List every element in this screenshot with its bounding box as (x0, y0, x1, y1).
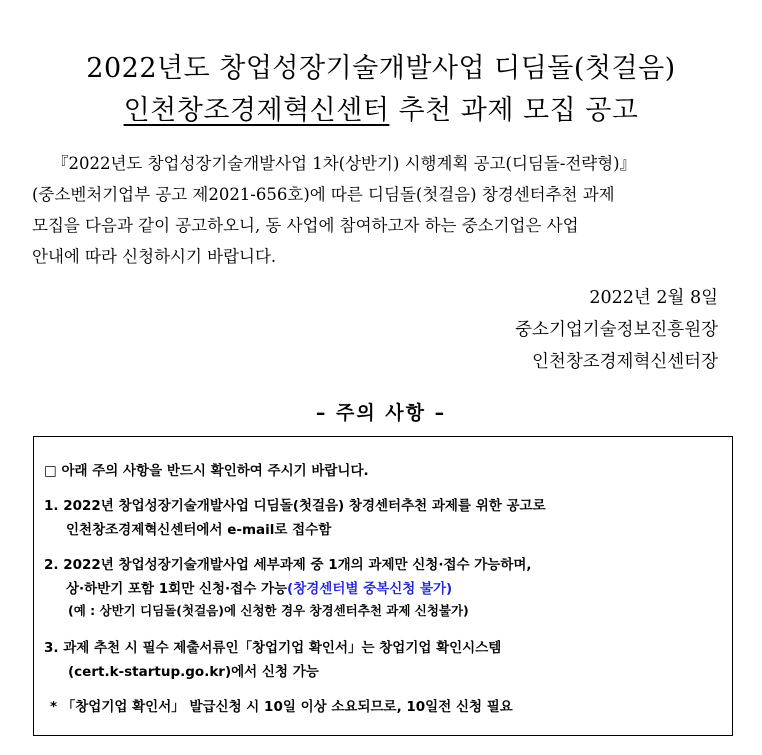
notice-header: □ 아래 주의 사항을 반드시 확인하여 주시기 바랍니다. (44, 463, 369, 479)
announcement-date: 2022년 2월 8일 (589, 288, 718, 308)
intro-line-3: 모집을 다음과 같이 공고하오니, 동 사업에 참여하고자 하는 중소기업은 사업 (32, 216, 579, 235)
issuer-1: 중소기업기술정보진흥원장 (515, 320, 718, 340)
page-subtitle (0, 88, 762, 127)
notice-item-2-text: 상·하반기 포함 1회만 신청·접수 가능 (66, 581, 288, 597)
page-title: 2022년도 창업성장기술개발사업 디딤돌(첫걸음) (86, 53, 676, 84)
notice-box (33, 436, 733, 736)
notice-heading: – 주의 사항 – (315, 402, 447, 424)
subtitle-rest: 추천 과제 모집 공고 (389, 95, 639, 126)
notice-item-1-line-2: 인천창조경제혁신센터에서 e-mail로 접수함 (66, 522, 332, 538)
center-name-underlined: 인천창조경제혁신센터 (123, 95, 390, 126)
duplicate-warning: (창경센터별 중복신청 불가) (287, 581, 453, 597)
notice-item-2-line-2 (66, 577, 452, 597)
notice-item-2-example: (예 : 상반기 디딤돌(첫걸음)에 신청한 경우 창경센터추천 과제 신청불가) (68, 603, 469, 618)
intro-line-4: 안내에 따라 신청하시기 바랍니다. (32, 247, 277, 266)
notice-item-3-line-2: (cert.k-startup.go.kr)에서 신청 가능 (68, 664, 319, 680)
issuer-2: 인천창조경제혁신센터장 (532, 352, 718, 372)
signoff-block (515, 282, 718, 378)
notice-footnote: * 「창업기업 확인서」 발급신청 시 10일 이상 소요되므로, 10일전 신청 필요 (50, 699, 513, 715)
notice-item-3-line-1: 3. 과제 추천 시 필수 제출서류인「창업기업 확인서」는 창업기업 확인시스템 (44, 640, 502, 656)
intro-line-2: (중소벤처기업부 공고 제2021-656호)에 따른 디딤돌(첫걸음) 창경센터추천 과제 (32, 185, 615, 204)
intro-line-1: 『2022년도 창업성장기술개발사업 1차(상반기) 시행계획 공고(디딤돌-전략형)』 (52, 154, 637, 173)
intro-paragraph (32, 148, 732, 272)
notice-item-1-line-1: 1. 2022년 창업성장기술개발사업 디딤돌(첫걸음) 창경센터추천 과제를 위한 공고로 (44, 498, 546, 514)
notice-item-2-line-1: 2. 2022년 창업성장기술개발사업 세부과제 중 1개의 과제만 신청·접수 가능하며, (44, 557, 532, 573)
